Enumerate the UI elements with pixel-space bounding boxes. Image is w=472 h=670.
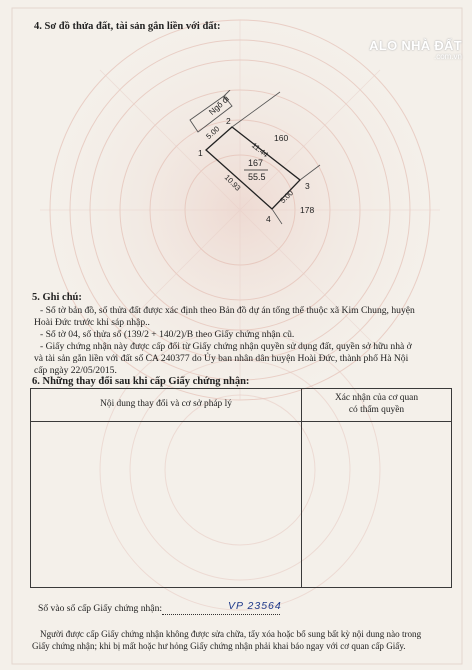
register-number-value: VP 23564 <box>228 600 282 612</box>
section-5-title: 5. Ghi chú: <box>32 292 82 303</box>
note-line-2: Hoài Đức trước khi sáp nhập.. <box>34 317 150 328</box>
neighbor-boundary-178 <box>300 165 320 180</box>
point-2: 2 <box>226 116 231 126</box>
table-header-divider <box>31 421 451 422</box>
road-label: Ngõ đi <box>207 94 231 117</box>
edge-top-length: 11.44 <box>250 140 271 160</box>
note-line-4: - Giấy chứng nhận này được cấp đổi từ Giấy chứng nhận quyền sử dụng đất, quyền sở hữu nhà ở <box>40 341 412 352</box>
register-label: Số vào sổ cấp Giấy chứng nhận: <box>38 603 163 614</box>
table-column-divider <box>301 389 302 587</box>
note-line-6: cấp ngày 22/05/2015. <box>34 365 117 376</box>
changes-table <box>30 388 452 588</box>
parcel-area: 55.5 <box>248 172 266 182</box>
edge-right-length: 5.00 <box>278 188 296 206</box>
footer-line-2: Giấy chứng nhận; khi bị mất hoặc hư hỏng Giấy chứng nhận phải khai báo ngay với cơ quan cấp Giấy. <box>32 641 406 651</box>
section-4-title: 4. Sơ đồ thửa đất, tài sản gắn liền với đất: <box>34 21 221 32</box>
neighbor-boundary-160 <box>232 92 280 127</box>
column-header-content: Nội dung thay đổi và cơ sở pháp lý <box>100 399 232 409</box>
point-3: 3 <box>305 181 310 191</box>
parcel-diagram <box>160 90 330 230</box>
note-line-5: và tài sản gắn liền với đất số CA 240377 do Ủy ban nhân dân huyện Hoài Đức, thành phố Hà Nội <box>34 353 409 364</box>
column-header-confirmation-line-1: Xác nhận của cơ quan <box>334 393 419 403</box>
footer-line-1: Người được cấp Giấy chứng nhận không được sửa chữa, tẩy xóa hoặc bổ sung bất kỳ nội dung nào trong <box>40 629 422 639</box>
neighbor-boundary-bottom <box>272 209 282 224</box>
watermark-logo <box>369 38 462 61</box>
parcel-number: 167 <box>248 158 264 168</box>
watermark-brand: ALO NHÀ ĐẤT <box>369 38 462 53</box>
watermark-url: .com.vn <box>433 52 462 61</box>
note-line-3: - Số tờ 04, số thửa số (139/2 + 140/2)/B theo Giấy chứng nhận cũ. <box>40 329 295 340</box>
neighbor-178: 178 <box>300 205 315 215</box>
edge-bottom-length: 10.93 <box>222 172 243 193</box>
neighbor-160: 160 <box>274 133 289 143</box>
section-6-title: 6. Những thay đổi sau khi cấp Giấy chứng nhận: <box>32 376 250 387</box>
point-4: 4 <box>266 214 271 224</box>
column-header-confirmation-line-2: có thẩm quyền <box>348 405 405 415</box>
edge-left-length: 5.00 <box>204 124 222 141</box>
point-1: 1 <box>198 148 203 158</box>
note-line-1: - Số tờ bản đồ, số thửa đất được xác định theo Bản đồ dự án tổng thể thuộc xã Kim Chung, huyện <box>40 305 415 316</box>
